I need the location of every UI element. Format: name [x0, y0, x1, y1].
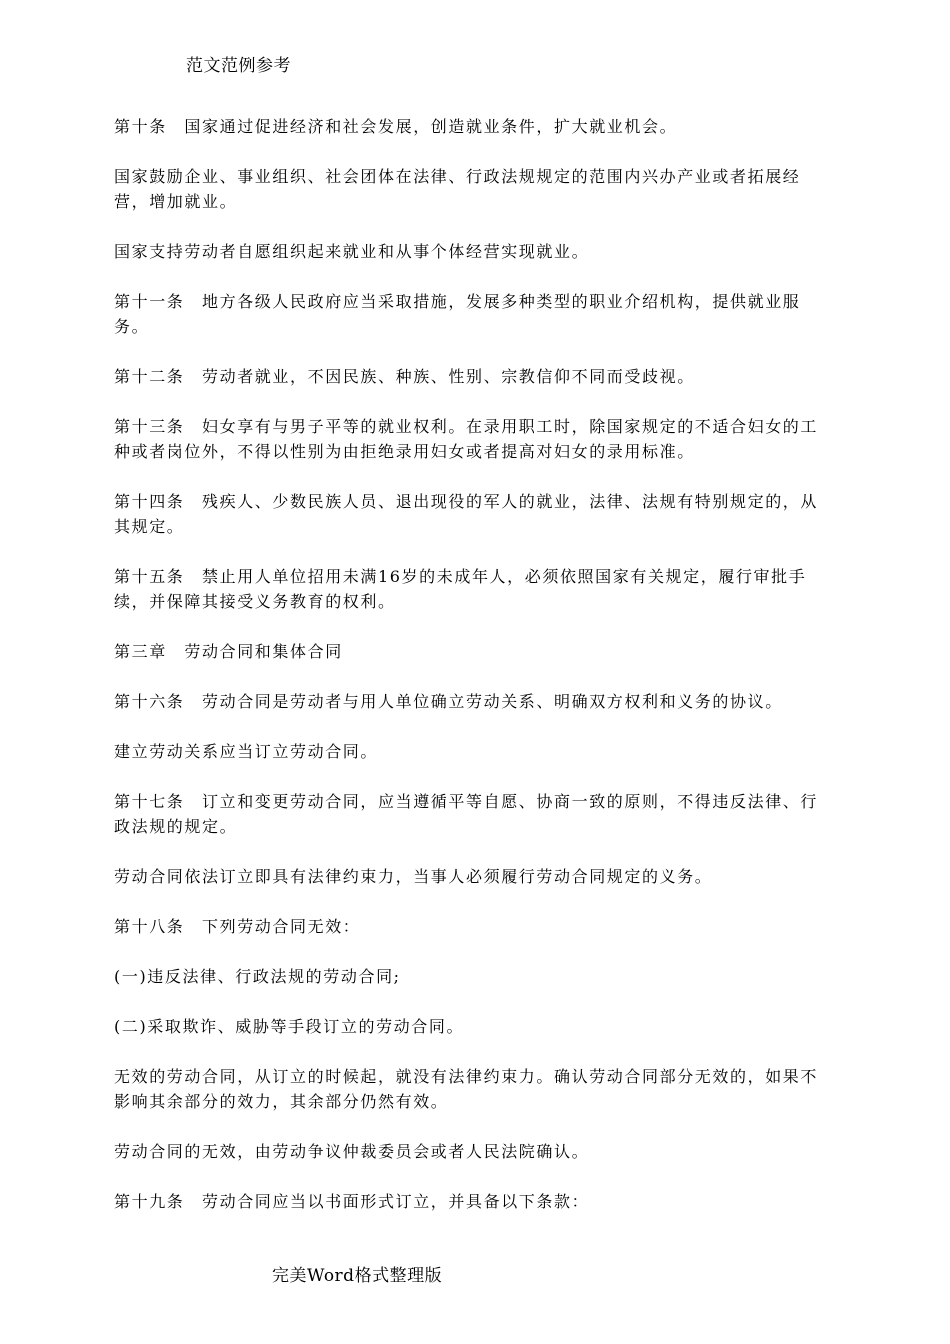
paragraph: 无效的劳动合同，从订立的时候起，就没有法律约束力。确认劳动合同部分无效的，如果不影响其余部分的效力，其余部分仍然有效。: [114, 1067, 819, 1111]
paragraph: 第十八条 下列劳动合同无效：: [114, 917, 361, 936]
paragraph: 劳动合同的无效，由劳动争议仲裁委员会或者人民法院确认。: [114, 1142, 590, 1161]
paragraph: 国家鼓励企业、事业组织、社会团体在法律、行政法规规定的范围内兴办产业或者拓展经营，增加就业。: [114, 167, 801, 211]
paragraph: 国家支持劳动者自愿组织起来就业和从事个体经营实现就业。: [114, 242, 590, 261]
paragraph: 劳动合同依法订立即具有法律约束力，当事人必须履行劳动合同规定的义务。: [114, 867, 713, 886]
paragraph: 第十六条 劳动合同是劳动者与用人单位确立劳动关系、明确双方权利和义务的协议。: [114, 692, 783, 711]
list-item: (二)采取欺诈、威胁等手段订立的劳动合同。: [114, 1017, 465, 1036]
paragraph: 第十一条 地方各级人民政府应当采取措施，发展多种类型的职业介绍机构，提供就业服务。: [114, 292, 801, 336]
paragraph: 建立劳动关系应当订立劳动合同。: [114, 742, 379, 761]
paragraph: 第十九条 劳动合同应当以书面形式订立，并具备以下条款：: [114, 1192, 590, 1211]
paragraph: 第十二条 劳动者就业，不因民族、种族、性别、宗教信仰不同而受歧视。: [114, 367, 695, 386]
paragraph: 第十三条 妇女享有与男子平等的就业权利。在录用职工时，除国家规定的不适合妇女的工种或者岗位外，不得以性别为由拒绝录用妇女或者提高对妇女的录用标准。: [114, 417, 819, 461]
list-item: (一)违反法律、行政法规的劳动合同;: [114, 967, 401, 986]
paragraph: 第十七条 订立和变更劳动合同，应当遵循平等自愿、协商一致的原则，不得违反法律、行政法规的规定。: [114, 792, 819, 836]
document-body: [114, 114, 834, 1239]
chapter-heading: 第三章 劳动合同和集体合同: [114, 642, 343, 661]
paragraph: 第十条 国家通过促进经济和社会发展，创造就业条件，扩大就业机会。: [114, 117, 678, 136]
paragraph: 第十四条 残疾人、少数民族人员、退出现役的军人的就业，法律、法规有特别规定的，从其规定。: [114, 492, 819, 536]
paragraph: 第十五条 禁止用人单位招用未满16岁的未成年人，必须依照国家有关规定，履行审批手续，并保障其接受义务教育的权利。: [114, 567, 807, 611]
page-footer: 完美Word格式整理版: [272, 1266, 443, 1286]
page-header: 范文范例参考: [186, 56, 291, 76]
